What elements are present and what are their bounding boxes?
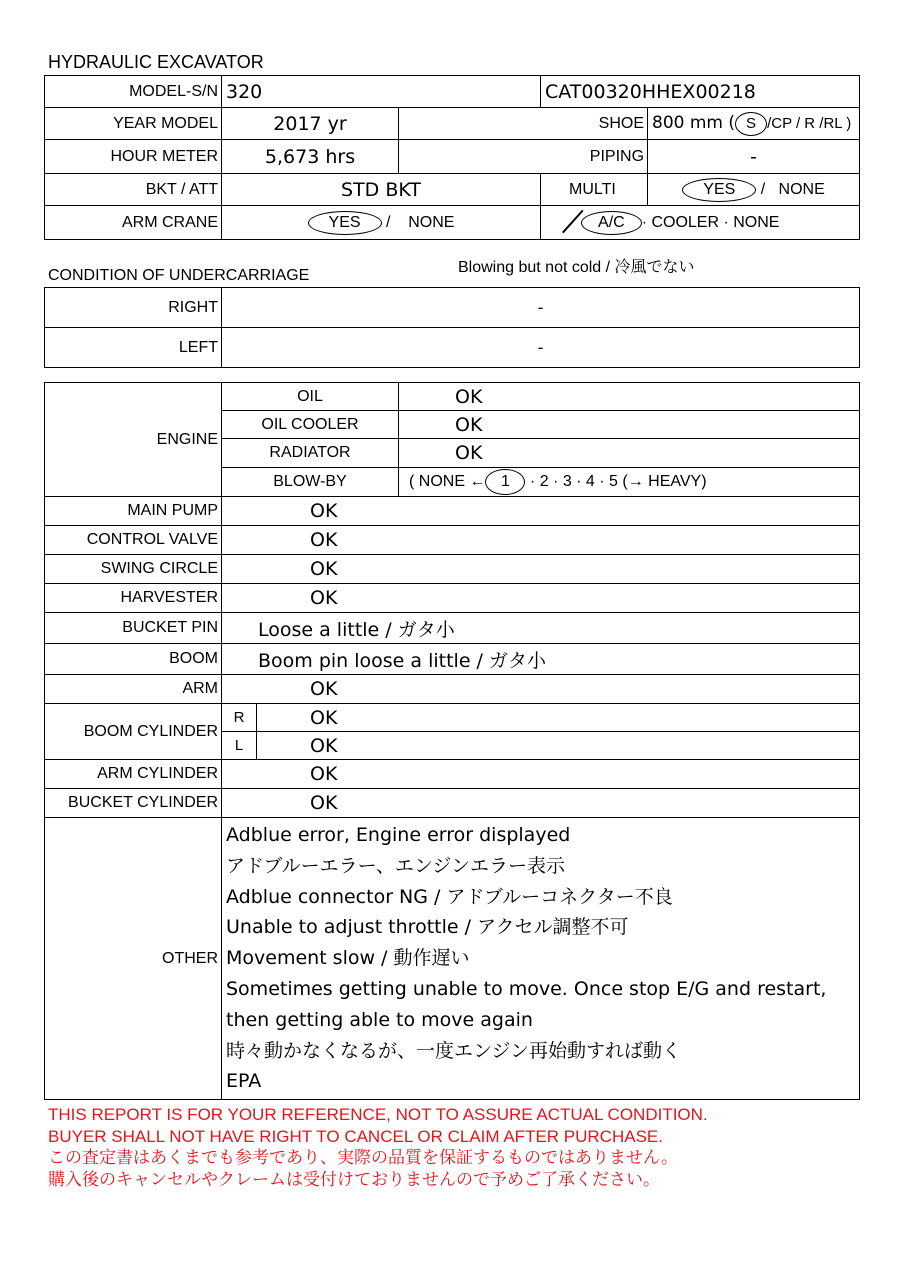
disclaimer: [48, 1104, 708, 1190]
year-model-label: YEAR MODEL: [45, 108, 222, 140]
model-value: 320: [222, 76, 541, 108]
arm-crane-yes-selected: YES: [308, 211, 382, 235]
bucket-cylinder-label: BUCKET CYLINDER: [45, 789, 222, 818]
arm-crane-sep: /: [386, 213, 391, 231]
disclaimer-line: BUYER SHALL NOT HAVE RIGHT TO CANCEL OR CLAIM AFTER PURCHASE.: [48, 1126, 663, 1146]
model-sn-label: MODEL-S/N: [45, 76, 222, 108]
boom-cylinder-l-value: OK: [257, 732, 860, 760]
year-value: 2017 yr: [222, 108, 399, 140]
undercarriage-title: CONDITION OF UNDERCARRIAGE: [48, 267, 310, 284]
multi-yes-selected: YES: [682, 178, 756, 202]
piping-value: -: [648, 140, 860, 174]
shoe-type-options: /CP / R /RL ): [767, 114, 852, 132]
oil-label: OIL: [222, 383, 399, 411]
arm-crane-none: NONE: [408, 213, 455, 231]
undercarriage-left-value: -: [222, 328, 860, 368]
other-line: Sometimes getting unable to move. Once stop E/G and restart,: [226, 977, 827, 1000]
control-valve-label: CONTROL VALVE: [45, 526, 222, 555]
multi-sep: /: [760, 180, 766, 198]
boom-cylinder-l-label: L: [222, 732, 257, 760]
piping-label: PIPING: [399, 140, 648, 174]
ac-selected: A/C: [581, 211, 642, 235]
multi-value: [648, 174, 860, 206]
blowby-right: · 2 · 3 · 4 · 5 (→ HEAVY): [529, 473, 707, 490]
other-line: Adblue error, Engine error displayed: [226, 824, 571, 846]
undercarriage-left-label: LEFT: [45, 328, 222, 368]
harvester-value: OK: [222, 584, 860, 613]
swing-circle-value: OK: [222, 555, 860, 584]
shoe-width: 800 mm: [652, 112, 723, 133]
bucket-pin-label: BUCKET PIN: [45, 613, 222, 644]
arm-label: ARM: [45, 675, 222, 704]
arm-cylinder-value: OK: [222, 760, 860, 789]
disclaimer-line: この査定書はあくまでも参考であり、実際の品質を保証するものではありません。: [48, 1148, 679, 1167]
engine-label: ENGINE: [45, 383, 222, 497]
boom-label: BOOM: [45, 644, 222, 675]
other-line: Unable to adjust throttle / アクセル調整不可: [226, 916, 629, 939]
blowby-left: ( NONE ←: [409, 473, 486, 490]
arm-value: OK: [222, 675, 860, 704]
shoe-type-selected: S: [735, 112, 767, 136]
boom-cylinder-r-value: OK: [257, 704, 860, 732]
control-valve-value: OK: [222, 526, 860, 555]
ac-value: [541, 206, 860, 240]
other-line: EPA: [226, 1070, 262, 1093]
shoe-label: SHOE: [399, 108, 648, 140]
report-title: HYDRAULIC EXCAVATOR: [48, 52, 264, 72]
harvester-label: HARVESTER: [45, 584, 222, 613]
condition-table: [44, 382, 860, 1100]
other-line: 時々動かなくなるが、一度エンジン再始動すれば動く: [226, 1039, 682, 1062]
undercarriage-right-value: -: [222, 288, 860, 328]
oil-value: OK: [399, 383, 860, 411]
other-label: OTHER: [45, 818, 222, 1100]
undercarriage-right-label: RIGHT: [45, 288, 222, 328]
shoe-open-paren: (: [728, 112, 736, 133]
machine-info-table: [44, 75, 860, 240]
bucket-cylinder-value: OK: [222, 789, 860, 818]
ac-options: · COOLER · NONE: [641, 213, 780, 231]
disclaimer-line: THIS REPORT IS FOR YOUR REFERENCE, NOT TO ASSURE ACTUAL CONDITION.: [48, 1105, 708, 1124]
serial-value: CAT00320HHEX00218: [541, 76, 860, 108]
disclaimer-line: 購入後のキャンセルやクレームは受付けておりませんので予めご了承ください。: [48, 1169, 660, 1189]
multi-none: NONE: [778, 180, 825, 198]
bkt-att-label: BKT / ATT: [45, 174, 222, 206]
arm-crane-label: ARM CRANE: [45, 206, 222, 240]
arm-cylinder-label: ARM CYLINDER: [45, 760, 222, 789]
other-line: Adblue connector NG / アドブルーコネクター不良: [226, 885, 673, 908]
hour-meter-label: HOUR METER: [45, 140, 222, 174]
hour-meter-value: 5,673 hrs: [222, 140, 399, 174]
boom-value: Boom pin loose a little / ガタ小: [222, 644, 860, 675]
arm-crane-value: [222, 206, 541, 240]
other-line: Movement slow / 動作遅い: [226, 947, 470, 970]
oil-cooler-label: OIL COOLER: [222, 411, 399, 439]
radiator-value: OK: [399, 439, 860, 468]
swing-circle-label: SWING CIRCLE: [45, 555, 222, 584]
other-line: then getting able to move again: [226, 1008, 533, 1031]
bucket-pin-value: Loose a little / ガタ小: [222, 613, 860, 644]
blowby-label: BLOW-BY: [222, 468, 399, 497]
radiator-label: RADIATOR: [222, 439, 399, 468]
ac-note: Blowing but not cold / 冷風でない: [458, 259, 695, 276]
main-pump-value: OK: [222, 497, 860, 526]
oil-cooler-value: OK: [399, 411, 860, 439]
other-line: アドブルーエラー、エンジンエラー表示: [226, 854, 565, 877]
boom-cylinder-r-label: R: [222, 704, 257, 732]
shoe-value: [648, 108, 860, 140]
multi-label: MULTI: [541, 174, 648, 206]
other-notes: [222, 818, 860, 1100]
blowby-selected: 1: [485, 469, 525, 495]
boom-cylinder-label: BOOM CYLINDER: [45, 704, 222, 760]
blowby-scale: [399, 468, 860, 497]
bkt-value: STD BKT: [222, 174, 541, 206]
undercarriage-table: [44, 287, 860, 368]
main-pump-label: MAIN PUMP: [45, 497, 222, 526]
